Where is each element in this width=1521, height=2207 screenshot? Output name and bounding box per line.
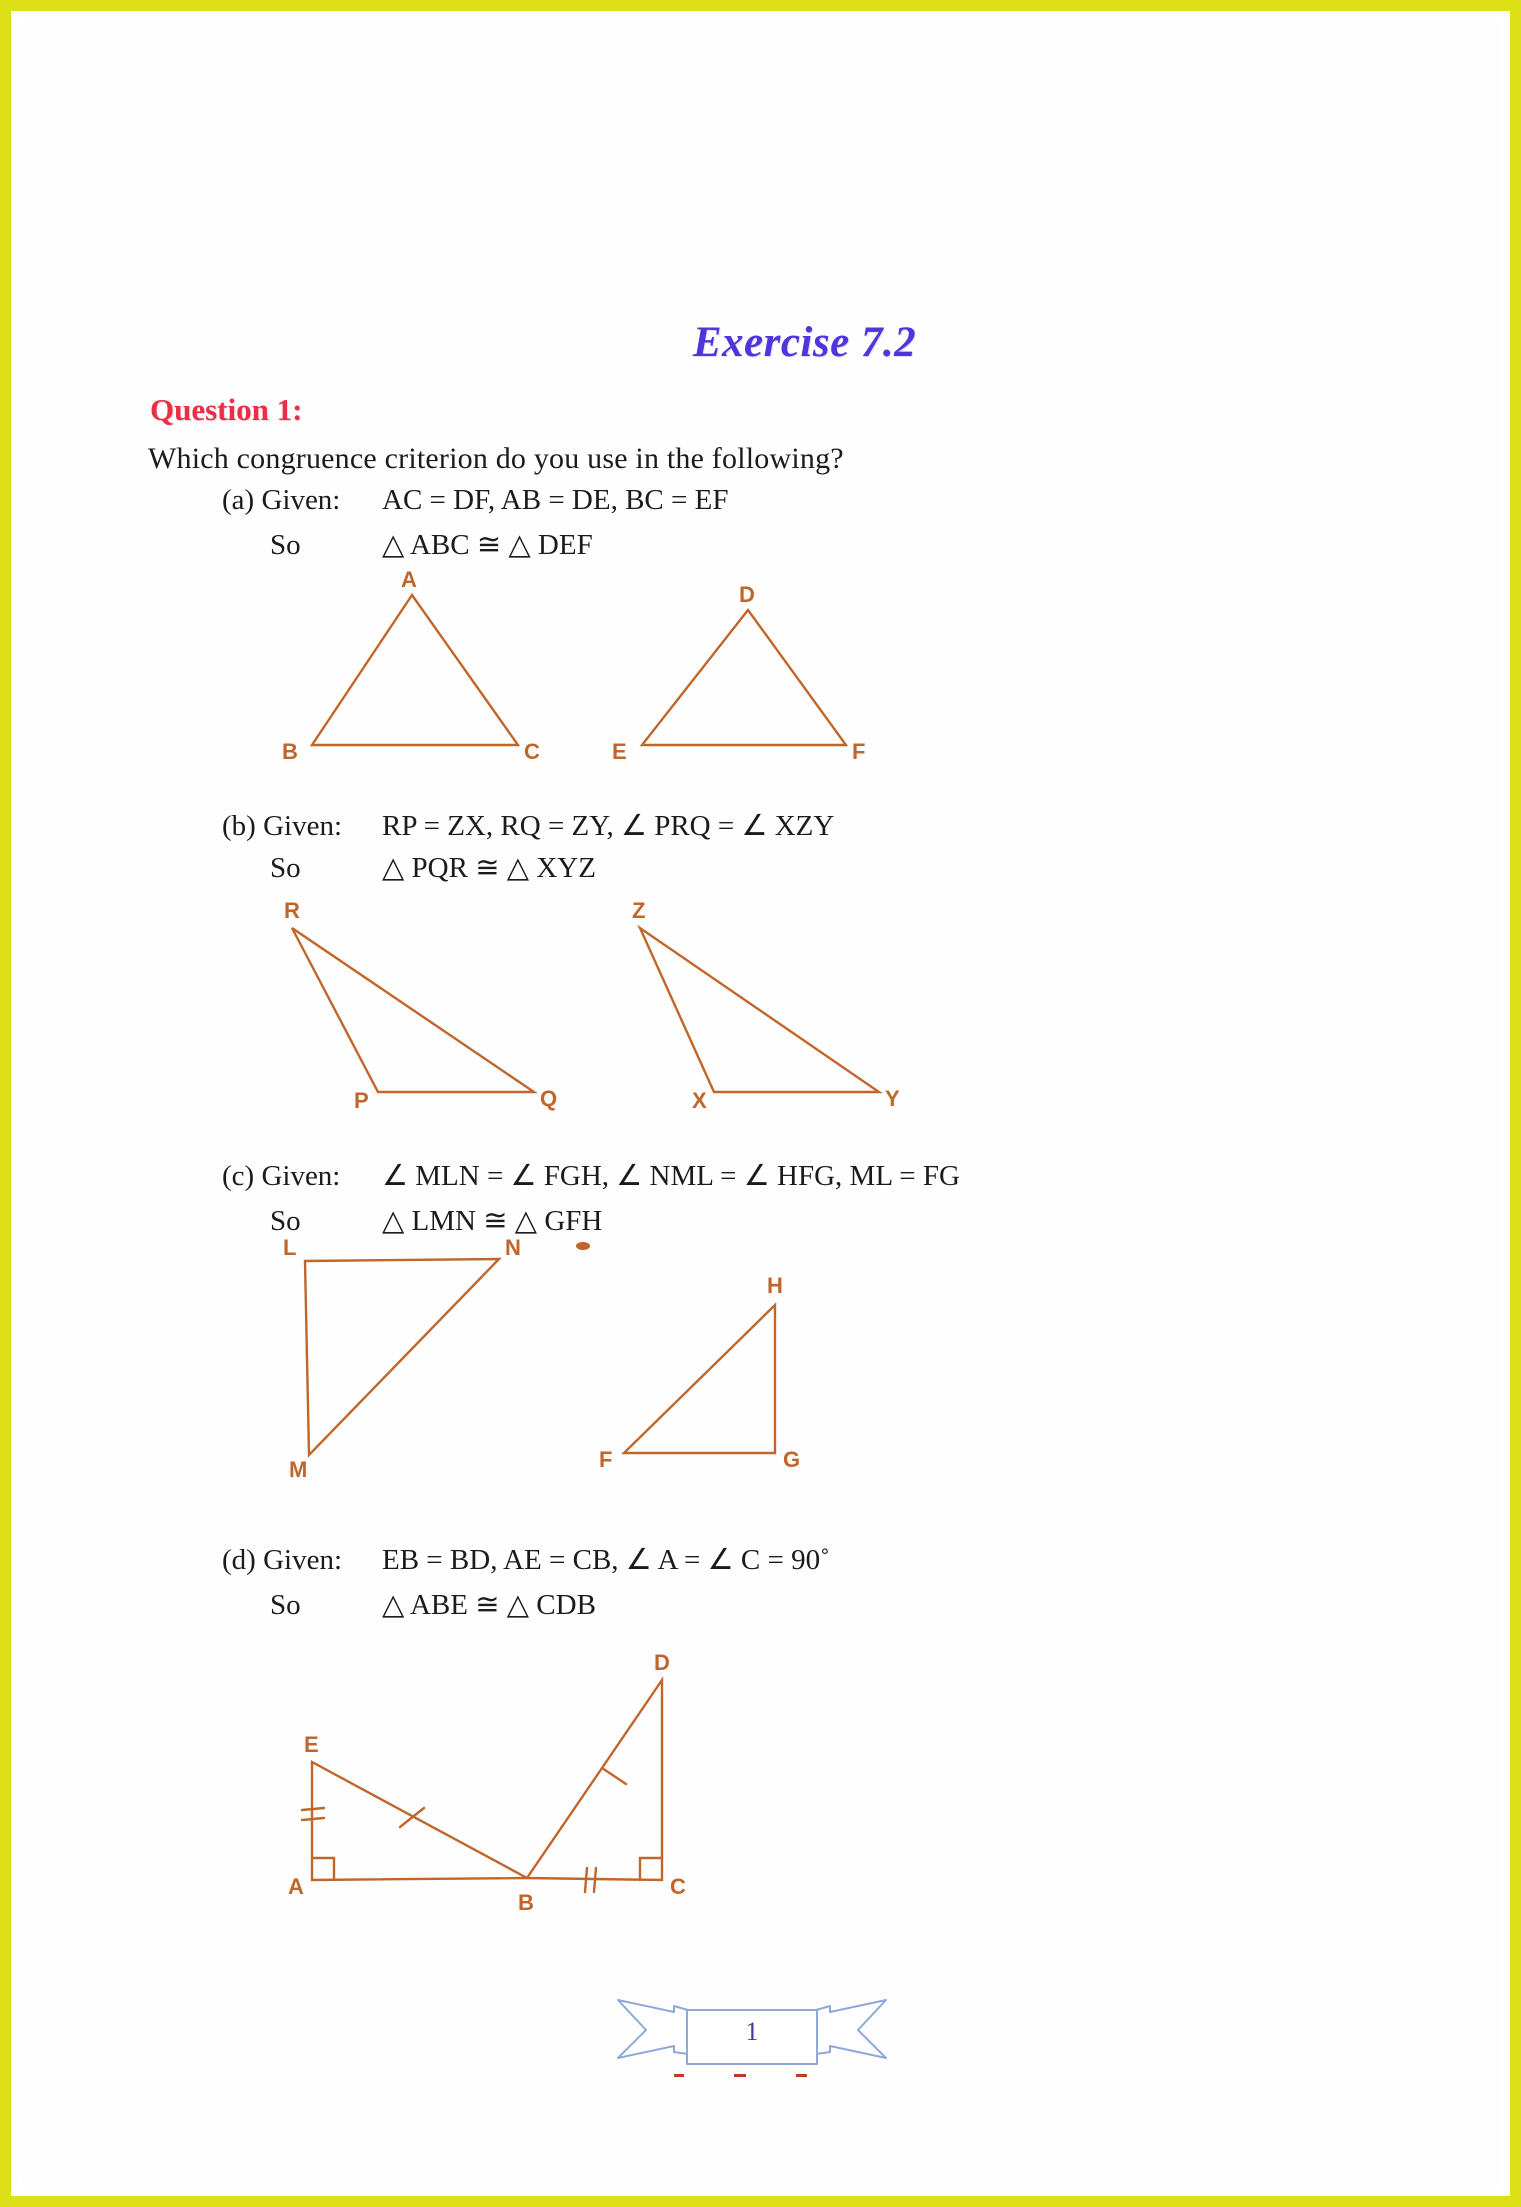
part-d-given-text: EB = BD, AE = CB, ∠ A = ∠ C = 90˚: [382, 1544, 830, 1576]
vertex-label-E: E: [304, 1732, 319, 1757]
part-d-figure: [272, 1622, 772, 1942]
vertex-label-R: R: [284, 898, 300, 923]
vertex-label-A: A: [288, 1874, 304, 1899]
page-title: Exercise 7.2: [692, 319, 917, 366]
vertex-label-E: E: [612, 739, 627, 764]
part-c-given-row: [222, 1158, 960, 1193]
part-b-marker: (b): [222, 810, 256, 842]
part-d-so-label: So: [270, 1589, 301, 1621]
part-c-given-text: ∠ MLN = ∠ FGH, ∠ NML = ∠ HFG, ML = FG: [382, 1160, 960, 1192]
part-c-figure: [267, 1237, 897, 1487]
vertex-label-P: P: [354, 1088, 369, 1112]
part-a-given-label: Given:: [261, 484, 341, 516]
vertex-label-D: D: [654, 1650, 670, 1675]
page-sheet: [22, 22, 1499, 2185]
vertex-label-F: F: [599, 1447, 613, 1472]
part-d-given-label: Given:: [263, 1544, 343, 1576]
vertex-label-X: X: [692, 1088, 707, 1112]
vertex-label-B: B: [282, 739, 298, 764]
ink-speck: [576, 1242, 590, 1250]
part-b-so-label: So: [270, 852, 301, 884]
part-d-given-row: [222, 1542, 830, 1577]
part-b-so-text: △ PQR ≅ △ XYZ: [382, 852, 596, 884]
vertex-label-L: L: [283, 1237, 297, 1260]
vertex-label-C: C: [670, 1874, 686, 1899]
part-b-given-row: [222, 808, 834, 843]
vertex-label-B: B: [518, 1890, 534, 1915]
part-a-given-text: AC = DF, AB = DE, BC = EF: [382, 484, 729, 516]
part-d-so-row: [222, 1587, 596, 1622]
part-d-so-text: △ ABE ≅ △ CDB: [382, 1589, 596, 1621]
part-c-so-text: △ LMN ≅ △ GFH: [382, 1205, 603, 1237]
vertex-label-Y: Y: [885, 1086, 900, 1111]
vertex-label-Z: Z: [632, 898, 646, 923]
vertex-label-D: D: [739, 582, 755, 607]
part-a-so-label: So: [270, 529, 301, 561]
vertex-label-H: H: [767, 1273, 783, 1298]
part-c-so-row: [222, 1203, 602, 1238]
part-b-given-text: RP = ZX, RQ = ZY, ∠ PRQ = ∠ XZY: [382, 810, 835, 842]
part-a-marker: (a): [222, 484, 255, 516]
part-c-marker: (c): [222, 1160, 255, 1192]
vertex-label-Q: Q: [540, 1086, 558, 1111]
vertex-label-F: F: [852, 739, 866, 764]
part-c-so-label: So: [270, 1205, 301, 1237]
vertex-label-A: A: [401, 567, 417, 592]
question-label: Question 1:: [150, 392, 303, 427]
part-c-given-label: Given:: [261, 1160, 341, 1192]
ribbon-dashes: [674, 2074, 807, 2077]
part-b-figure: [262, 892, 922, 1112]
vertex-label-N: N: [505, 1237, 521, 1260]
part-b-so-row: [222, 850, 596, 885]
page-number-ribbon: [612, 1972, 892, 2097]
question-prompt: Which congruence criterion do you use in the following?: [148, 442, 844, 475]
vertex-label-C: C: [524, 739, 540, 764]
part-a-so-text: △ ABC ≅ △ DEF: [382, 529, 593, 561]
part-a-so-row: [222, 527, 593, 562]
part-b-given-label: Given:: [263, 810, 343, 842]
part-a-figure: [252, 567, 912, 767]
page-number: 1: [745, 2017, 759, 2046]
vertex-label-G: G: [783, 1447, 801, 1472]
vertex-label-M: M: [289, 1457, 308, 1482]
part-a-given-row: [222, 484, 728, 517]
part-d-marker: (d): [222, 1544, 256, 1576]
